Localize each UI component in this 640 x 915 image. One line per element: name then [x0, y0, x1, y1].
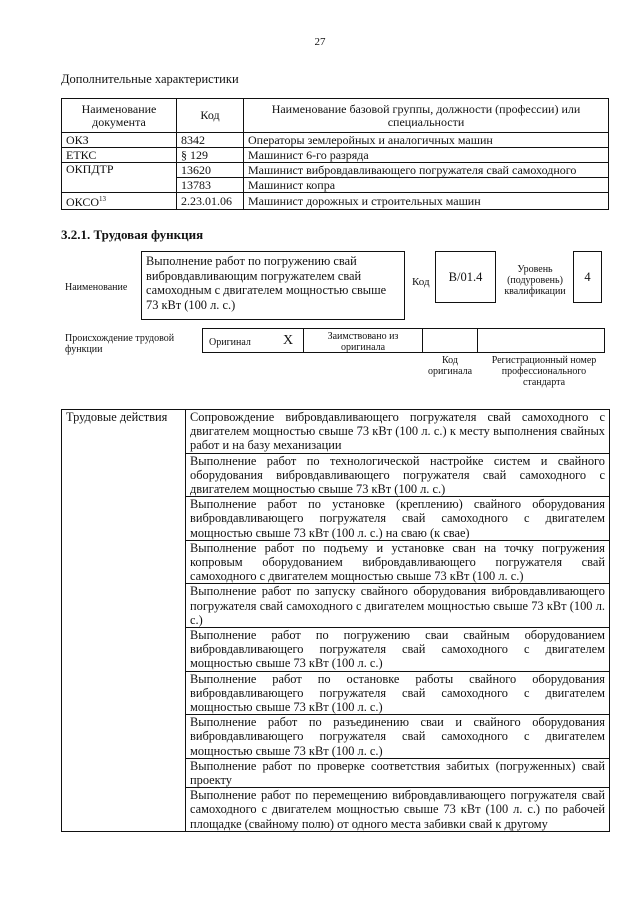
action-item: Выполнение работ по установке (креплению) свайного оборудования вибровдавливающего погружателя свай самоходного с двигателем мощностью свыше 73 кВт (100 л. с.) на сваю (к свае) — [186, 497, 610, 541]
code-caption: Код оригинала — [427, 355, 473, 377]
doc-cell: ЕТКС — [62, 148, 177, 163]
divider — [422, 329, 423, 352]
code-cell: 2.23.01.06 — [177, 193, 244, 210]
function-name-box — [141, 251, 405, 320]
doc-label: ОКСО — [66, 195, 100, 209]
table-row — [62, 148, 609, 163]
code-label: Код — [412, 276, 430, 288]
col-header-code: Код — [177, 99, 244, 133]
borrowed-label: Заимствовано из оригинала — [327, 331, 399, 353]
actions-label: Трудовые действия — [62, 410, 186, 832]
docs-table — [61, 98, 609, 210]
doc-cell: ОКПДТР — [62, 163, 177, 193]
action-item: Выполнение работ по остановке работы свайного оборудования вибровдавливающего погружателя свай самоходного с двигателем мощностью свыше 73 кВт (100 л. с.) — [186, 671, 610, 715]
footnote-ref: 13 — [99, 195, 107, 203]
name-cell: Машинист вибровдавливающего погружателя свай самоходного — [244, 163, 609, 178]
divider — [303, 329, 304, 352]
doc-cell — [62, 193, 177, 210]
code-cell: 8342 — [177, 133, 244, 148]
origin-label: Происхождение трудовой функции — [65, 333, 175, 355]
code-cell: § 129 — [177, 148, 244, 163]
code-cell: 13783 — [177, 178, 244, 193]
section-title: 3.2.1. Трудовая функция — [61, 227, 204, 242]
name-cell: Машинист дорожных и строительных машин — [244, 193, 609, 210]
table-row — [62, 193, 609, 210]
original-mark: X — [283, 333, 294, 348]
action-item: Выполнение работ по технологической настройке систем и свайного оборудования вибровдавливающего погружателя свай самоходного с двигателем мощностью свыше 73 кВт (100 л. с.) — [186, 453, 610, 497]
level-value: 4 — [584, 269, 591, 284]
action-item: Выполнение работ по проверке соответствия забитых (погруженных) свай проекту — [186, 758, 610, 787]
reg-caption: Регистрационный номер профессионального стандарта — [491, 355, 597, 388]
table-row — [62, 410, 610, 454]
actions-table — [61, 409, 610, 832]
name-cell: Машинист копра — [244, 178, 609, 193]
code-cell: 13620 — [177, 163, 244, 178]
level-label: Уровень (подуровень) квалификации — [504, 264, 566, 297]
action-item: Выполнение работ по перемещению вибровдавливающего погружателя свай самоходного с двигателем мощностью свыше 73 кВт (100 л. с.) по рабочей площадке (свайному полю) от одного места забивки свай к другому — [186, 788, 610, 832]
table-row — [62, 163, 609, 178]
name-cell: Операторы землеройных и аналогичных машин — [244, 133, 609, 148]
divider — [477, 329, 478, 352]
table-row — [62, 133, 609, 148]
original-label: Оригинал — [209, 337, 251, 348]
action-item: Выполнение работ по подъему и установке сван на точку погружения копровым оборудованием вибровдавливающего погружателя свай самоходного с двигателем мощностью свыше 73 кВт (100 л. с.) — [186, 540, 610, 584]
col-header-name: Наименование базовой группы, должности (профессии) или специальности — [244, 99, 609, 133]
action-item: Сопровождение вибровдавливающего погружателя свай самоходного с двигателем мощностью свыше 73 кВт (100 л. с.) к месту выполнения свайных работ и на базу механизации — [186, 410, 610, 454]
function-code-box — [435, 251, 496, 303]
name-label: Наименование — [65, 282, 128, 293]
function-code-value: В/01.4 — [448, 269, 483, 284]
action-item: Выполнение работ по разъединению сваи и свайного оборудования вибровдавливающего погружателя свай самоходного с двигателем мощностью свыше 73 кВт (100 л. с.) — [186, 715, 610, 759]
action-item: Выполнение работ по погружению сваи свайным оборудованием вибровдавливающего погружателя свай самоходного с двигателем мощностью свыше 73 кВт (100 л. с.) — [186, 628, 610, 672]
col-header-doc: Наименование документа — [62, 99, 177, 133]
page-number: 27 — [314, 36, 326, 48]
function-name-value: Выполнение работ по погружению свай вибровдавливающим погружателем свай самоходным с двигателем мощностью свыше 73 кВт (100 л. с.) — [146, 254, 387, 312]
origin-row — [202, 328, 605, 353]
action-item: Выполнение работ по запуску свайного оборудования вибровдавливающего погружателя свай самоходного с двигателем мощностью свыше 73 кВт (100 л. с.) — [186, 584, 610, 628]
additional-heading: Дополнительные характеристики — [61, 72, 239, 86]
name-cell: Машинист 6-го разряда — [244, 148, 609, 163]
doc-cell: ОКЗ — [62, 133, 177, 148]
level-box — [573, 251, 602, 303]
docs-table-header — [62, 99, 609, 133]
